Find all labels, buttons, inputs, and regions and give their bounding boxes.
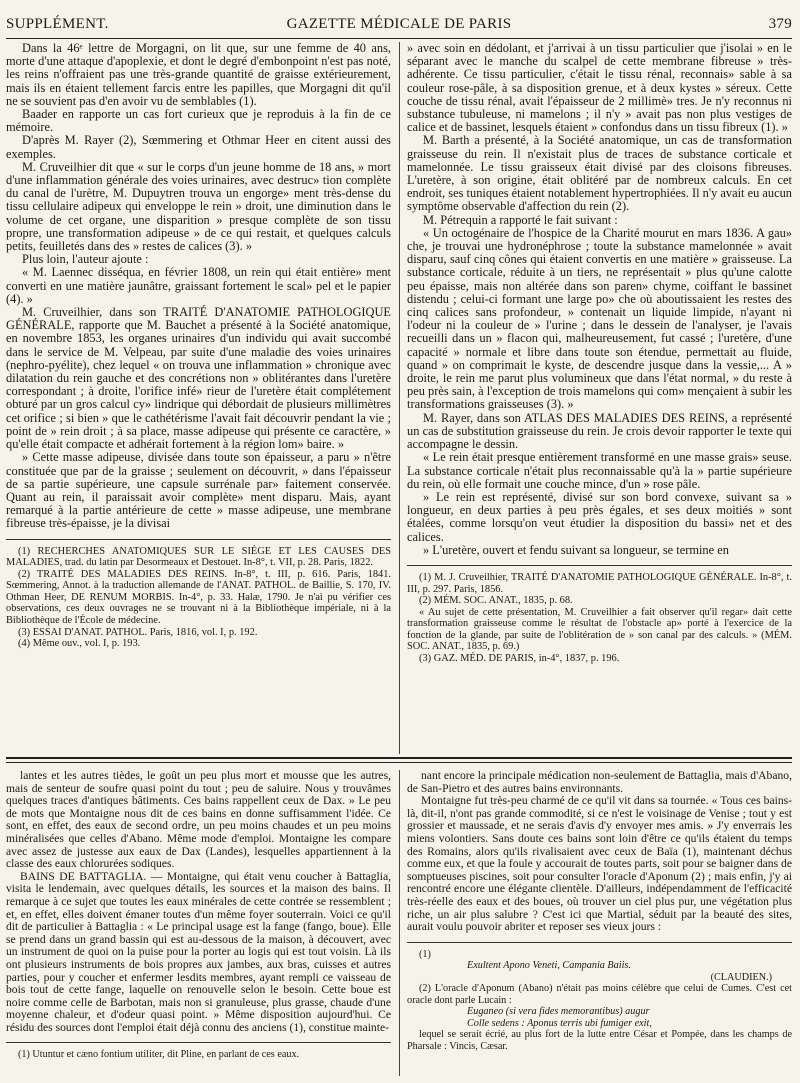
column-divider: [399, 42, 400, 754]
paragraph: « M. Laennec disséqua, en février 1808, un rein qui était entière» ment converti en une matière jaunâtre, graissant fortement le scal» pel et le papier (4). »: [6, 265, 391, 306]
paragraph: D'après M. Rayer (2), Sœmmering et Othmar Heer en citent aussi des exemples.: [6, 133, 391, 161]
lower-right-column: [407, 770, 792, 1076]
upper-article: [6, 42, 792, 754]
paragraph: Dans la 46ᵉ lettre de Morgagni, on lit que, sur une femme de 40 ans, morte d'une attaque d'apoplexie, et dont le degré d'embonpoint n'est pas noté, les reins n'offraient pas une très-grande quantité de graisse extérieurement, mais ils en étaient tellement farcis entre les papilles, que Morgagni dit qu'il ne se souvient pas d'en avoir vu de semblables (1).: [6, 42, 391, 108]
verse-line: Colle sedens : Aponus terris ubi fumiger exit,: [467, 1017, 652, 1029]
column-divider: [399, 770, 400, 1076]
paragraph: lantes et les autres tièdes, le goût un peu plus mort et mousse que les autres, mais de senteur de soufre quasi point du tout ; peu de saluire. Nous y trouvâmes quelques traces d'antiques bâtiments. Ces bains rappellent ceux de Dax. » Le peu de mots que Montaigne nous dit de ces bains en donne suffisamment l'idée. Ce sont, en effet, des eaux de second ordre, un peu moins chaudes et un peu moins minéralisées que celles d'Abano. Même mode d'emploi. Montaigne les compare avec assez de justesse aux eaux de Dax (Landes), lesquelles appartiennent à la classe des eaux chlorurées sodiques.: [6, 770, 391, 871]
footnote-divider: [6, 539, 391, 540]
footnote-divider: [6, 1042, 391, 1043]
paragraph: » Le rein est représenté, divisé sur son bord convexe, suivant sa » longueur, en deux parties à peu près égales, et ses deux moitiés » sont étalées, comme lorsqu'on veut étudier la disposition du bassi» net et des calices.: [407, 489, 792, 544]
page-number: 379: [768, 16, 792, 32]
footnote: « Au sujet de cette présentation, M. Cruveilhier a fait observer qu'il regar» dait cette transformation graisseuse comme le résultat de l'obstacle ap» porté à l'exercice de la fonction de la glande, par suite de l'oblitération de » son canal par des calculs. » (MÉM. SOC. ANAT., 1835, p. 69.): [407, 606, 792, 653]
footnote: (3) GAZ. MÉD. DE PARIS, in-4°, 1837, p. 196.: [419, 653, 620, 665]
paragraph: BAINS DE BATTAGLIA. — Montaigne, qui était venu coucher à Battaglia, visita le lendemain, avec quelques détails, les sources et la maison des bains. Il remarque à ce sujet que toutes les eaux minérales de cette contrée se ressemblent ; et, en effet, elles doivent émaner toutes d'un même foyer souterrain. Voici ce qu'il dit de particulier à Battaglia : « Le principal usage est la fange (fango, boue). Elle se prend dans un grand bassin qui est au-dessous de la maison, à découvert, avec un instrument de quoi on la puise pour la porter au logis qui est tout voisin. Là ils ont plusieurs instruments de bois propres aux jambes, aux bras, cuisses et autres parties, pour y coucher et enfermer lesdits membres, ayant rempli ce vaisseau de bois tout de cette fange, laquelle on renouvelle selon le besoin. Cette boue est noire comme celle de Barbotan, mais non si granuleuse, plus grasse, chaude d'une moyenne chaleur, et d'odeur quasi point. » Même disposition aujourd'hui. Ce résidu des sources dont l'emploi était déjà connu des anciens (1), constitue mainte-: [6, 869, 391, 1034]
paragraph: Baader en rapporte un cas fort curieux que je reproduis à la fin de ce mémoire.: [6, 107, 391, 135]
footnote: (3) ESSAI D'ANAT. PATHOL. Paris, 1816, vol. I, p. 192.: [18, 626, 258, 638]
feuilleton-divider-thin: [6, 762, 792, 763]
footnote: (1) M. J. Cruveilhier, TRAITÉ D'ANATOMIE PATHOLOGIQUE GÉNÉRALE. In-8°, t. III, p. 297. Paris, 1856.: [407, 571, 792, 595]
paragraph: Plus loin, l'auteur ajoute :: [22, 252, 149, 267]
paragraph: » L'uretère, ouvert et fendu suivant sa longueur, se termine en: [423, 542, 729, 557]
section-label: SUPPLÉMENT.: [6, 16, 109, 32]
running-head: [6, 14, 792, 39]
footnote: (2) L'oracle d'Aponum (Abano) n'était pas moins célèbre que celui de Cumes. C'est cet oracle dont parle Lucain :: [407, 983, 792, 1006]
paragraph: nant encore la principale médication non-seulement de Battaglia, mais d'Abano, de San-Pietro et des autres bains environnants.: [407, 770, 792, 795]
footnote: (2) TRAITÉ DES MALADIES DES REINS. In-8°, t. III, p. 616. Paris, 1841. Sœmmering, Annot. à la traduction allemande de l'ANAT. PATHOL. de Baillie, S. 170, IV. Othman Heer, DE RENUM MORBIS. In-4°, p. 33. Halæ, 1790. Je n'ai pu vérifier ces observations, ces deux ouvrages ne se trouvant ni à la Bibliothèque impériale, ni à la Bibliothèque de l'École de médecine.: [6, 568, 391, 627]
paragraph: M. Cruveilhier dit que « sur le corps d'un jeune homme de 18 ans, » mort d'une inflammation générale des voies urinaires, avec destruc» tion complète du canal de l'urètre, M. Dupuytren trouva un engorge» ment très-dense du tissu cellulaire adipeux qui enveloppe le rein » droit, une diminution dans le volume de cet organe, une disparition » presque complète de son tissu propre, une transformation adipeuse » de ce qui restait, et quelques calculs petits, feuilletés dans des » restes de calices (3). »: [6, 159, 391, 254]
paragraph: M. Barth a présenté, à la Société anatomique, un cas de transformation graisseuse du rein. Il n'existait plus de traces de substance corticale et mamelonnée. Le tissu graisseux était divisé par des cloisons fibreuses. L'uretère, à son origine, était oblitéré par de nombreux calculs. En cet endroit, ses tuniques étaient notablement hypertrophiées. Il n'y avait eu aucun symptôme observable d'affection du rein (2).: [407, 133, 792, 214]
verse-source: (CLAUDIEN.): [710, 971, 772, 983]
footnote: (4) Même ouv., vol. I, p. 193.: [18, 638, 141, 650]
paragraph: » avec soin en dédolant, et j'arrivai à un tissu particulier que j'isolai » en le séparant avec le manche du scalpel de cette membrane fibreuse » très-adhérente. Ce tissu particulier, c'était le tissu rénal, reconnais» sable à sa couleur rose-pâle, à sa disposition grenue, et à deux kystes » séreux. Cette couche de tissu rénal, avait l'épaisseur de 2 millimè» tres. Je n'y reconnus ni substance tubuleuse, ni mamelons ; il n'y » avait pas non plus vestiges de calice et de bassinet, lesquels étaient » confondus dans un tissu fibreux (1). »: [407, 42, 792, 135]
upper-right-column: [407, 42, 792, 754]
footnote: (1) Utuntur et cæno fontium utiliter, dit Pline, en parlant de ces eaux.: [18, 1049, 300, 1061]
feuilleton: [6, 770, 792, 1076]
footnote-divider: [407, 942, 792, 943]
verse-line: Euganeo (si vera fides memorantibus) augur: [467, 1006, 650, 1018]
footnote-marker: (1): [419, 948, 431, 960]
footnote-divider: [407, 565, 792, 566]
paragraph: « Le rein était presque entièrement transformé en une masse grais» seuse. La substance corticale n'était plus reconnaissable qu'à la » partie supérieure du rein, où elle formait une couche mince, d'un » rose pâle.: [407, 450, 792, 491]
paragraph: M. Cruveilhier, dans son TRAITÉ D'ANATOMIE PATHOLOGIQUE GÉNÉRALE, rapporte que M. Bauchet a présenté à la Société anatomique, en novembre 1853, les organes urinaires d'un individu qui avait succombé dans le service de M. Velpeau, par suite d'une maladie des voies urinaires (nephro-pyélite), chez lequel « on trouva une inflammation » chronique avec dilatation du rein gauche et des concrétions non » oblitérantes dans l'uretère correspondant ; à droite, l'orifice infé» rieur de l'uretère était complétement obturé par un gros calcul cy» lindrique qui débordait de plusieurs millimètres cet orifice ; si bien » que le cathétérisme l'avait fait découvrir pendant la vie ; point de » rein droit ; à sa place, masse adipeuse qui présente ce caractère, » qu'elle était compacte et adhérait fortement à la région lom» baire. »: [6, 305, 391, 452]
footnote: (1) RECHERCHES ANATOMIQUES SUR LE SIÉGE ET LES CAUSES DES MALADIES, trad. du latin par Desormeaux et Destouet. In-8°, t. VII, p. 28. Paris, 1822.: [6, 545, 391, 569]
paragraph: M. Rayer, dans son ATLAS DES MALADIES DES REINS, a représenté un cas de substitution graisseuse du rein. Je crois devoir rapporter le texte qui accompagne le dessin.: [407, 410, 792, 452]
paragraph: « Un octogénaire de l'hospice de la Charité mourut en mars 1836. A gau» che, je trouvai une hydronéphrose ; toute la substance mamelonnée » avait disparu, sauf cinq cônes qui étaient convertis en une matière » graisseuse. La substance corticale, réduite à un tiers, ne représentait » plus qu'une calotte peu épaisse, mais non altérée dans son paren» chyme, coiffant le bassinet distendu ; celui-ci formant une large po» che où aboutissaient les restes des cinq calices sans profondeur, » contenait un liquide limpide, n'ayant ni l'odeur ni la couleur de » l'urine ; dans le dessein de l'analyser, je l'avais recueilli dans un » flacon qui, malheureusement, fut cassé ; l'uretère, d'une capacité » normale et libre dans toute son étendue, permettait au fluide, quand » on comprimait le kyste, de descendre jusque dans la vessie,... A » droite, le rein me parut plus volumineux que dans l'état normal, » du reste à peu près sain, à l'exception de trois mamelons qui com» mençaient à subir les transformations graisseuses (3). »: [407, 225, 792, 412]
feuilleton-divider: [6, 757, 792, 759]
verse-line: Exultent Apono Veneti, Campania Baiis.: [467, 960, 631, 972]
lower-left-column: [6, 770, 391, 1076]
footnote-continuation: lequel se serait écrié, au plus fort de la lutte entre César et Pompée, dans les champs de Pharsale : Vincis, Cæsar.: [407, 1029, 792, 1052]
paragraph: M. Pétrequin a rapporté le fait suivant :: [423, 212, 618, 227]
footnote: (2) MÉM. SOC. ANAT., 1835, p. 68.: [419, 595, 573, 607]
paragraph: » Cette masse adipeuse, divisée dans toute son épaisseur, a paru » n'être constituée que par de la graisse ; seulement on découvrit, » dans l'épaisseur de sa partie supérieure, une capsule surrénale par» faitement conservée. Quant au rein, il paraissait avoir complète» ment disparu. Mais, ayant remarqué à la partie antérieure de cette » masse adipeuse, une membrane fibreuse très-épaisse, je la divisai: [6, 450, 391, 531]
upper-left-column: [6, 42, 391, 754]
paragraph: Montaigne fut très-peu charmé de ce qu'il vit dans sa tournée. « Tous ces bains-là, dit-il, n'ont pas grande commodité, si ce n'est le voisinage de Venise ; tout y est grossier et maussade, et ne serais d'avis d'y envoyer mes amis. » J'y enverrais les miens volontiers. Sans doute ces bains sont loin d'être ce qu'ils étaient du temps des Romains, alors qu'ils rivalisaient avec ceux de Baïa (1), maintenant déchus comme eux, et que la foule y accourait de toutes parts, soit pour se baigner dans de somptueuses piscines, soit pour consulter l'oracle d'Aponum (2) ; mais enfin, j'y ai rencontré encore une élégante clientèle. D'ailleurs, indépendamment de l'efficacité très-réelle des eaux et des boues, où trouver un ciel plus pur, une végétation plus riche, un air plus salubre ? C'est ici que Martial, séduit par la beauté des sites, aurait voulu pouvoir abriter et reposer ses vieux jours :: [407, 794, 792, 934]
journal-title: GAZETTE MÉDICALE DE PARIS: [286, 16, 512, 32]
